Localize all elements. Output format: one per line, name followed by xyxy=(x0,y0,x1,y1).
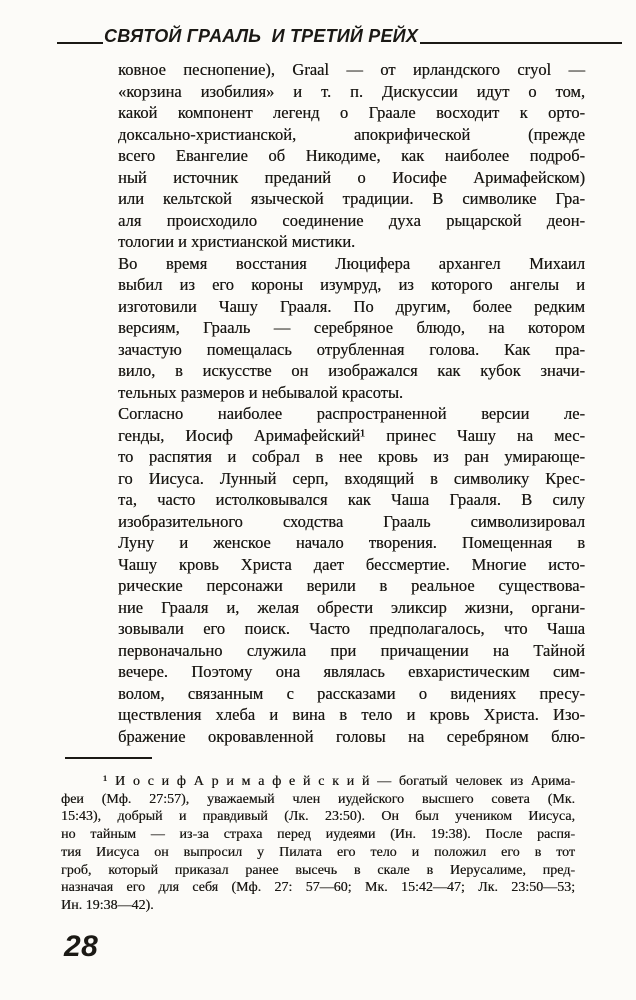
text-line: «корзина изобилия» и т. п. Дискуссии идут о том, xyxy=(118,81,585,101)
text-line: Во время восстания Люцифера архангел Михаил xyxy=(118,253,585,273)
text-line: доксально-христианской, апокрифической (прежде xyxy=(118,124,585,144)
paragraph xyxy=(118,253,585,404)
text-line: ковное песнопение), Graal — от ирландского cryol — xyxy=(118,60,585,79)
text-line: версиям, Грааль — серебряное блюдо, на котором xyxy=(118,318,585,337)
footnote-line: феи (Мф. 27:57), уважаемый член иудейского высшего совета (Мк. xyxy=(61,791,575,807)
footnote-line: назначая его для себя (Мф. 27: 57—60; Мк. 15:42—47; Лк. 23:50—53; xyxy=(61,880,575,896)
text-line: Согласно наиболее распространенной версии ле- xyxy=(118,404,585,423)
body-text xyxy=(118,59,585,747)
text-line: зачастую помещалась отрубленная голова. Как пра- xyxy=(118,339,585,359)
text-line: тологии и христианской мистики. xyxy=(118,232,356,251)
text-line: изготовили Чашу Грааля. По другим, более редким xyxy=(118,296,585,316)
text-line: или кельтской языческой традиции. В символике Гра- xyxy=(118,189,585,208)
text-line: вило, в искусстве он изображался как кубок значи- xyxy=(118,361,585,380)
text-line: та, часто истолковывался как Чаша Грааля. В силу xyxy=(118,490,585,509)
footnote-divider xyxy=(65,757,152,759)
footnote-line: ¹ И о с и ф А р и м а ф е й с к и й — богатый человек из Арима- xyxy=(103,774,575,789)
footnote xyxy=(61,773,575,915)
text-line: Луну и женское начало творения. Помещенная в xyxy=(118,533,585,552)
text-line: изобразительного сходства Грааль символизировал xyxy=(118,511,585,531)
text-line: рические персонажи верили в реальное существова- xyxy=(118,576,585,595)
text-line: какой компонент легенд о Граале восходит к орто- xyxy=(118,103,585,122)
text-line: бражение окровавленной головы на серебряном блю- xyxy=(118,726,585,746)
paragraph xyxy=(118,403,585,747)
text-line: зовывали его поиск. Часто предполагалось, что Чаша xyxy=(118,619,585,638)
text-line: аля происходило соединение духа рыцарской деон- xyxy=(118,210,585,230)
paragraph xyxy=(118,59,585,253)
page-number: 28 xyxy=(64,930,99,963)
page-header xyxy=(57,26,622,47)
text-line: выбил из его короны изумруд, из которого ангелы и xyxy=(118,275,585,294)
text-line: го Иисуса. Лунный серп, входящий в символику Крес- xyxy=(118,468,585,488)
footnote-line: тия Иисуса он выпросил у Пилата его тело и положил его в тот xyxy=(61,844,575,860)
text-line: ние Грааля и, желая обрести эликсир жизни, органи- xyxy=(118,597,585,617)
text-line: первоначально служила при причащении на Тайной xyxy=(118,640,585,660)
text-line: тельных размеров и небывалой красоты. xyxy=(118,382,404,402)
footnote-line: но тайным — из-за страха перед иудеями (Ин. 19:38). После распя- xyxy=(61,827,575,843)
footnote-line: гроб, который приказал ранее высечь в скале в Иерусалиме, пред- xyxy=(61,862,575,878)
text-line: всего Евангелие об Никодиме, как наиболее подроб- xyxy=(118,146,585,165)
header-rule-left xyxy=(57,42,103,44)
header-title: СВЯТОЙ ГРААЛЬ И ТРЕТИЙ РЕЙХ xyxy=(104,26,419,46)
text-line: Чашу кровь Христа дает бессмертие. Многие исто- xyxy=(118,554,585,574)
header-rule-right xyxy=(420,42,622,44)
footnote-line: 15:43), добрый и правдивый (Лк. 23:50). Он был учеником Иисуса, xyxy=(61,809,575,825)
text-line: ный источник преданий о Иосифе Аримафейском) xyxy=(118,167,585,187)
text-line: волом, связанным с рассказами о видениях пресу- xyxy=(118,683,585,703)
text-line: то распятия и собрал в нее кровь из ран умирающе- xyxy=(118,447,585,466)
footnote-line: Ин. 19:38—42). xyxy=(61,897,154,913)
text-line: вечере. Поэтому она являлась евхаристическим сим- xyxy=(118,662,585,681)
text-line: ществления хлеба и вина в тело и кровь Христа. Изо- xyxy=(118,705,585,724)
text-line: генды, Иосиф Аримафейский¹ принес Чашу на мес- xyxy=(118,425,585,445)
